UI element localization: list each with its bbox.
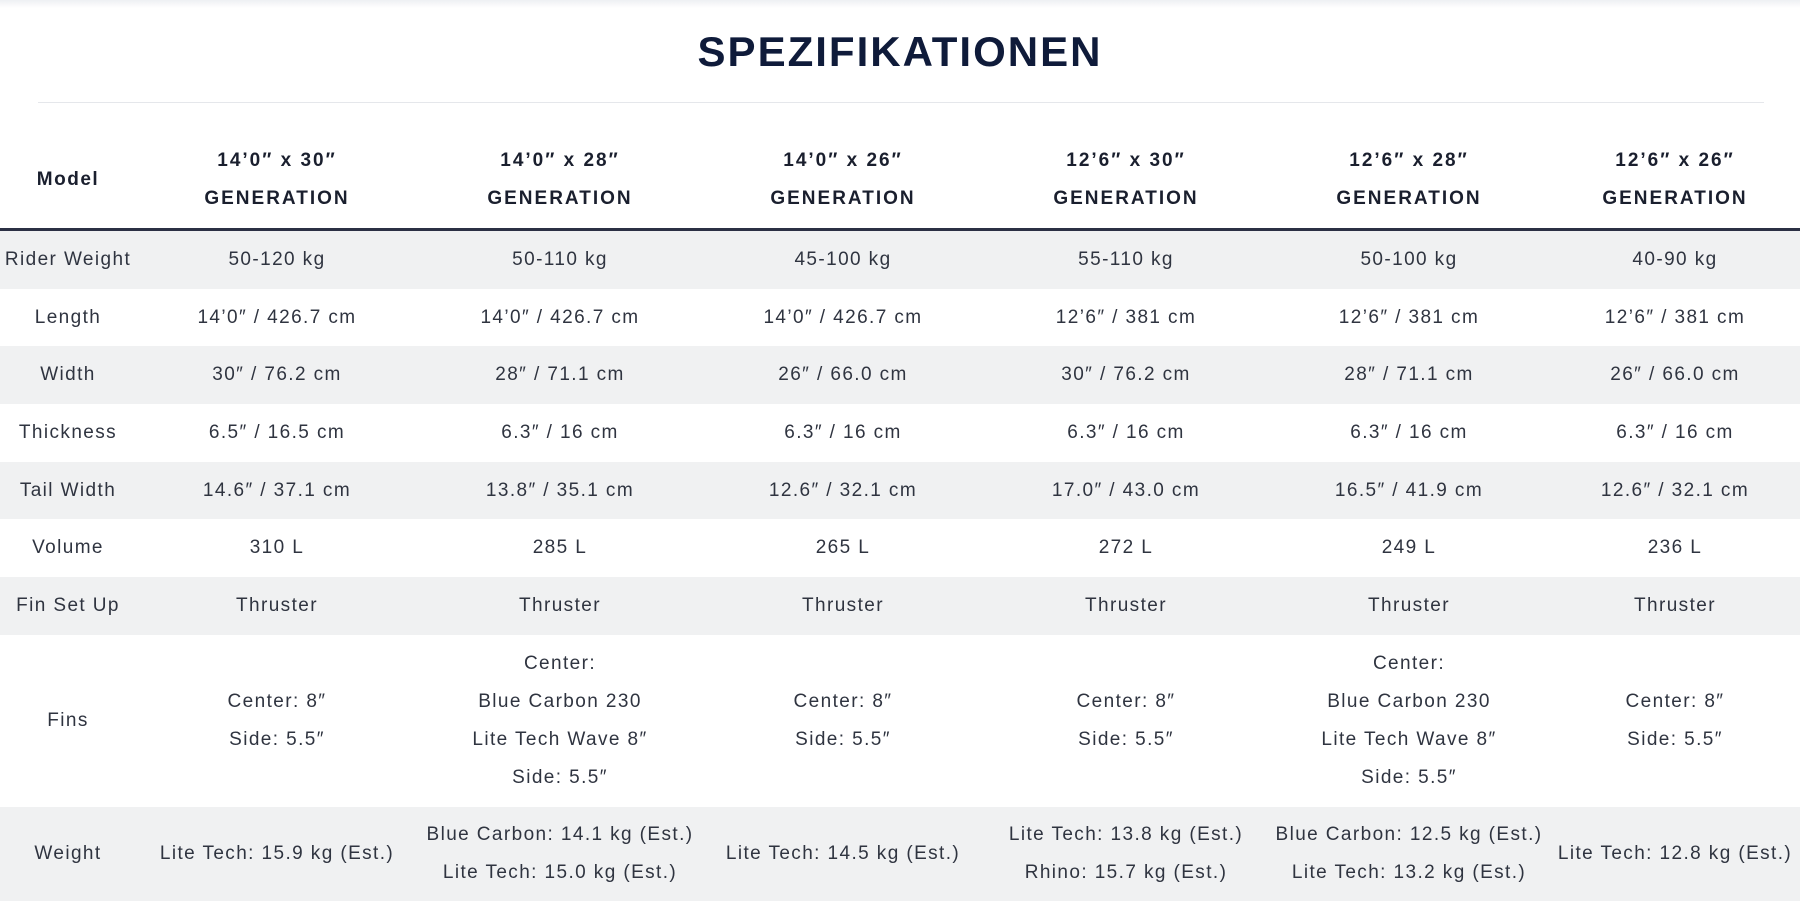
table-row-length [0,289,1800,347]
table-row-tail-width [0,462,1800,520]
cell-text: Center: 8″ [793,690,893,712]
cell-text: 12.6″ / 32.1 cm [1600,479,1750,501]
cell-text: Lite Tech Wave 8″ [1321,728,1497,750]
row-label: Width [0,346,136,404]
model-generation-label: GENERATION [204,188,350,209]
cell-text: Thruster [1085,594,1167,616]
table-row-rider-weight [0,230,1800,289]
cell-text: 6.3″ / 16 cm [501,421,619,443]
cell-text: 28″ / 71.1 cm [1344,364,1474,386]
cell-text: 14’0″ / 426.7 cm [763,306,923,328]
row-label: Weight [0,807,136,901]
table-cell [136,346,418,404]
cell-text: 50-110 kg [512,248,608,270]
cell-text: Side: 5.5″ [1361,766,1457,788]
table-cell [984,635,1268,807]
table-cell [418,577,702,635]
table-cell [984,230,1268,289]
title-divider [38,102,1764,103]
model-header-0 [136,132,418,230]
cell-text: Thruster [1634,594,1716,616]
cell-text: 17.0″ / 43.0 cm [1051,479,1201,501]
row-label: Fins [0,635,136,807]
cell-text: 285 L [532,537,588,559]
cell-text: 50-100 kg [1360,248,1458,270]
row-label: Tail Width [0,462,136,520]
cell-text: Thruster [1368,594,1450,616]
cell-text: Lite Tech: 15.9 kg (Est.) [159,842,395,864]
table-cell [136,519,418,577]
cell-text: 6.3″ / 16 cm [1616,421,1734,443]
table-cell [1550,635,1800,807]
cell-text: Lite Tech: 12.8 kg (Est.) [1557,842,1793,864]
table-cell [1550,519,1800,577]
table-cell [1268,807,1550,901]
cell-text: Rhino: 15.7 kg (Est.) [1024,861,1228,883]
table-cell [1550,404,1800,462]
cell-text: 6.3″ / 16 cm [1067,421,1185,443]
cell-text: Center: [1372,652,1446,674]
cell-text: 26″ / 66.0 cm [1610,364,1740,386]
table-cell [984,404,1268,462]
model-header-1 [418,132,702,230]
table-cell [136,404,418,462]
cell-text: 12’6″ / 381 cm [1338,306,1480,328]
table-cell [702,462,984,520]
row-label: Rider Weight [0,230,136,289]
cell-text: 6.3″ / 16 cm [784,421,902,443]
cell-text: 14’0″ / 426.7 cm [480,306,640,328]
table-row-volume [0,519,1800,577]
table-cell [136,635,418,807]
page-title: SPEZIFIKATIONEN [697,28,1103,75]
cell-text: 30″ / 76.2 cm [1061,364,1191,386]
cell-text: Blue Carbon: 12.5 kg (Est.) [1275,823,1543,845]
cell-text: Lite Tech: 13.8 kg (Est.) [1008,823,1244,845]
model-size-label: 14’0″ x 26″ [783,150,903,171]
table-cell [136,462,418,520]
table-cell [1550,230,1800,289]
cell-text: 12’6″ / 381 cm [1604,306,1746,328]
table-cell [1268,404,1550,462]
cell-text: Side: 5.5″ [1627,728,1723,750]
table-cell [1268,577,1550,635]
table-cell [1550,346,1800,404]
cell-text: 12.6″ / 32.1 cm [768,479,918,501]
cell-text: Thruster [519,594,601,616]
cell-text: 28″ / 71.1 cm [495,364,625,386]
table-cell [1268,519,1550,577]
table-cell [984,577,1268,635]
cell-text: 30″ / 76.2 cm [212,364,342,386]
table-cell [1268,635,1550,807]
table-row-thickness [0,404,1800,462]
table-cell [418,230,702,289]
cell-text: 26″ / 66.0 cm [778,364,908,386]
table-cell [984,346,1268,404]
table-cell [702,577,984,635]
model-size-label: 14’0″ x 28″ [500,150,620,171]
model-size-label: 14’0″ x 30″ [217,150,337,171]
cell-text: Thruster [802,594,884,616]
row-label: Thickness [0,404,136,462]
table-cell [702,807,984,901]
cell-text: Center: 8″ [1076,690,1176,712]
table-cell [136,289,418,347]
table-cell [984,462,1268,520]
cell-text: Center: 8″ [1625,690,1725,712]
model-header-2 [702,132,984,230]
table-cell [418,807,702,901]
table-cell [418,404,702,462]
cell-text: Lite Tech: 14.5 kg (Est.) [725,842,961,864]
table-row-fin-set-up [0,577,1800,635]
cell-text: 236 L [1647,537,1703,559]
model-header: Model [0,132,136,230]
table-cell [702,519,984,577]
cell-text: Center: [523,652,597,674]
table-cell [418,635,702,807]
spec-table [0,132,1800,901]
table-header-row [0,132,1800,230]
table-cell [1268,462,1550,520]
table-cell [984,289,1268,347]
cell-text: 310 L [249,537,305,559]
model-generation-label: GENERATION [770,188,916,209]
table-cell [702,289,984,347]
table-cell [984,519,1268,577]
row-label: Length [0,289,136,347]
row-label: Fin Set Up [0,577,136,635]
model-size-label: 12’6″ x 28″ [1349,150,1469,171]
cell-text: 40-90 kg [1632,248,1718,270]
table-cell [136,577,418,635]
table-cell [984,807,1268,901]
cell-text: 13.8″ / 35.1 cm [485,479,635,501]
cell-text: 55-110 kg [1078,248,1174,270]
cell-text: 265 L [815,537,871,559]
table-cell [1550,807,1800,901]
cell-text: Side: 5.5″ [229,728,325,750]
model-header-3 [984,132,1268,230]
top-shadow-bar [0,0,1800,8]
cell-text: 12’6″ / 381 cm [1055,306,1197,328]
cell-text: Side: 5.5″ [1078,728,1174,750]
cell-text: Side: 5.5″ [795,728,891,750]
table-cell [702,346,984,404]
cell-text: 14’0″ / 426.7 cm [197,306,357,328]
table-cell [1268,346,1550,404]
cell-text: Blue Carbon 230 [1327,690,1491,712]
cell-text: 272 L [1098,537,1154,559]
cell-text: 14.6″ / 37.1 cm [202,479,352,501]
table-cell [418,519,702,577]
cell-text: Lite Tech Wave 8″ [472,728,648,750]
model-header-5 [1550,132,1800,230]
cell-text: 249 L [1381,537,1437,559]
cell-text: Side: 5.5″ [512,766,608,788]
table-cell [1268,230,1550,289]
cell-text: Blue Carbon 230 [478,690,642,712]
cell-text: 50-120 kg [228,248,326,270]
model-size-label: 12’6″ x 26″ [1615,150,1735,171]
table-cell [702,635,984,807]
cell-text: Center: 8″ [227,690,327,712]
table-body [0,230,1800,901]
model-generation-label: GENERATION [1053,188,1199,209]
model-size-label: 12’6″ x 30″ [1066,150,1186,171]
model-generation-label: GENERATION [1336,188,1482,209]
table-cell [1550,289,1800,347]
model-header-4 [1268,132,1550,230]
table-cell [702,404,984,462]
table-cell [136,230,418,289]
cell-text: 6.3″ / 16 cm [1350,421,1468,443]
row-label: Volume [0,519,136,577]
cell-text: Lite Tech: 13.2 kg (Est.) [1291,861,1527,883]
model-generation-label: GENERATION [1602,188,1748,209]
cell-text: 45-100 kg [794,248,892,270]
cell-text: 6.5″ / 16.5 cm [208,421,346,443]
table-cell [1550,577,1800,635]
table-cell [418,346,702,404]
table-cell [418,289,702,347]
cell-text: Blue Carbon: 14.1 kg (Est.) [426,823,694,845]
table-cell [1268,289,1550,347]
table-row-fins [0,635,1800,807]
model-generation-label: GENERATION [487,188,633,209]
cell-text: Lite Tech: 15.0 kg (Est.) [442,861,678,883]
table-row-width [0,346,1800,404]
table-cell [702,230,984,289]
table-row-weight [0,807,1800,901]
table-cell [136,807,418,901]
table-cell [418,462,702,520]
table-cell [1550,462,1800,520]
cell-text: Thruster [236,594,318,616]
cell-text: 16.5″ / 41.9 cm [1334,479,1484,501]
